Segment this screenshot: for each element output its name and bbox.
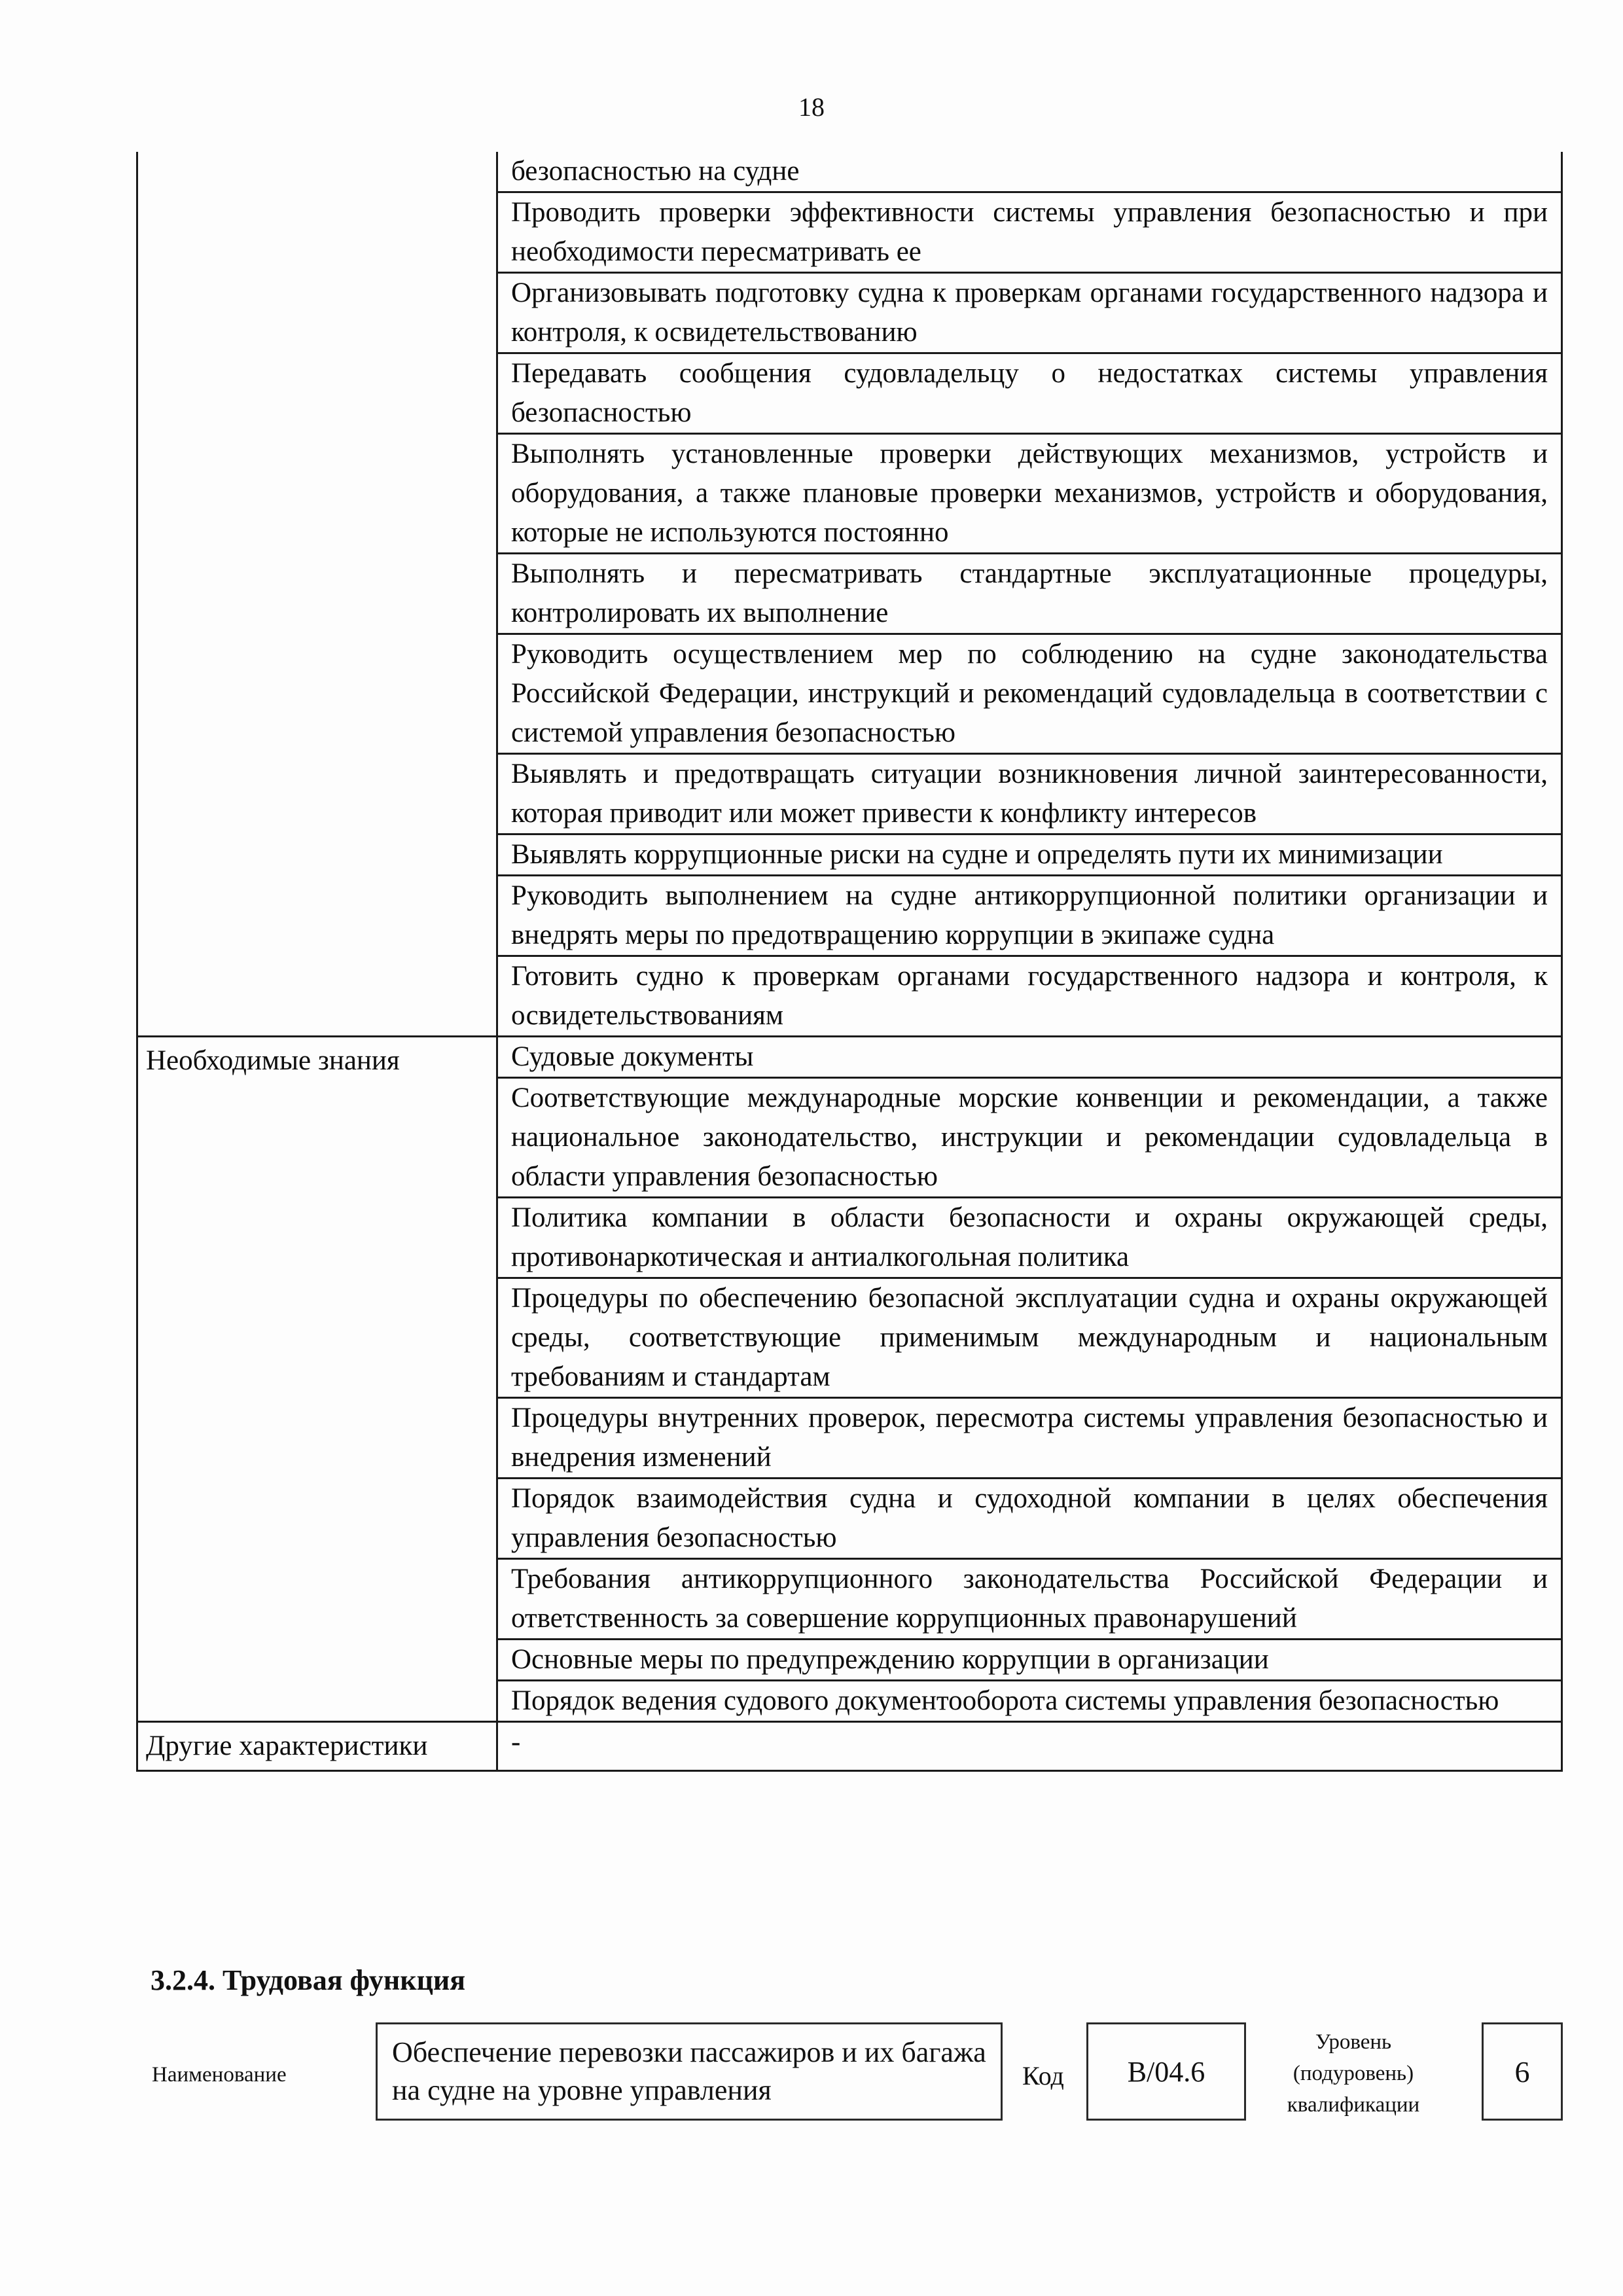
level-label-line: Уровень xyxy=(1315,2030,1392,2054)
knowledge-cell: Процедуры внутренних проверок, пересмотра системы управления безопасностью и внедрения изменений xyxy=(497,1398,1562,1479)
page-number: 18 xyxy=(798,92,825,122)
labor-function-header xyxy=(0,2022,1623,2134)
level-label-line: квалификации xyxy=(1287,2093,1420,2117)
table-row xyxy=(137,152,1562,192)
knowledge-cell: Требования антикоррупционного законодательства Российской Федерации и ответственность за совершение коррупционных правонарушений xyxy=(497,1559,1562,1640)
requirements-table xyxy=(136,152,1563,1772)
name-label: Наименование xyxy=(152,2063,287,2087)
other-label-cell: Другие характеристики xyxy=(137,1722,497,1771)
function-name-field: Обеспечение перевозки пассажиров и их багажа на судне на уровне управления xyxy=(376,2022,1003,2121)
qualification-level-field: 6 xyxy=(1482,2022,1563,2121)
skill-cell: Руководить выполнением на судне антикоррупционной политики организации и внедрять меры по предотвращению коррупции в экипаже судна xyxy=(497,876,1562,956)
code-label: Код xyxy=(1022,2061,1064,2090)
table-row xyxy=(137,1037,1562,1078)
skills-label-cell xyxy=(137,152,497,1037)
skill-cell: Готовить судно к проверкам органами государственного надзора и контроля, к освидетельствованиям xyxy=(497,956,1562,1037)
other-value-cell: - xyxy=(497,1722,1562,1771)
code-field: B/04.6 xyxy=(1086,2022,1246,2121)
skill-cell: Выполнять и пересматривать стандартные эксплуатационные процедуры, контролировать их выполнение xyxy=(497,554,1562,634)
skill-cell: Передавать сообщения судовладельцу о недостатках системы управления безопасностью xyxy=(497,353,1562,434)
knowledge-cell: Порядок ведения судового документооборота системы управления безопасностью xyxy=(497,1681,1562,1722)
qualification-level-label xyxy=(1255,2026,1452,2121)
knowledge-label-cell: Необходимые знания xyxy=(137,1037,497,1722)
knowledge-cell: Процедуры по обеспечению безопасной эксплуатации судна и охраны окружающей среды, соответствующие применимым международным и национальным требованиям и стандартам xyxy=(497,1278,1562,1398)
skill-cell: Выявлять коррупционные риски на судне и определять пути их минимизации xyxy=(497,834,1562,876)
skill-cell: Выполнять установленные проверки действующих механизмов, устройств и оборудования, а также плановые проверки механизмов, устройств и оборудования, которые не используются постоянно xyxy=(497,434,1562,554)
table-row xyxy=(137,1722,1562,1771)
knowledge-cell: Основные меры по предупреждению коррупции в организации xyxy=(497,1640,1562,1681)
skill-cell: Проводить проверки эффективности системы управления безопасностью и при необходимости пересматривать ее xyxy=(497,192,1562,273)
knowledge-cell: Судовые документы xyxy=(497,1037,1562,1078)
knowledge-cell: Порядок взаимодействия судна и судоходной компании в целях обеспечения управления безопасностью xyxy=(497,1479,1562,1559)
skill-cell: Организовывать подготовку судна к проверкам органами государственного надзора и контроля, к освидетельствованию xyxy=(497,273,1562,353)
skill-cell: Руководить осуществлением мер по соблюдению на судне законодательства Российской Федерации, инструкций и рекомендаций судовладельца в соответствии с системой управления безопасностью xyxy=(497,634,1562,754)
section-heading: 3.2.4. Трудовая функция xyxy=(151,1964,466,1996)
skill-cell: Выявлять и предотвращать ситуации возникновения личной заинтересованности, которая приводит или может привести к конфликту интересов xyxy=(497,754,1562,834)
level-label-line: (подуровень) xyxy=(1293,2062,1414,2085)
skill-cell: безопасностью на судне xyxy=(497,152,1562,192)
knowledge-cell: Соответствующие международные морские конвенции и рекомендации, а также национальное законодательство, инструкции и рекомендации судовладельца в области управления безопасностью xyxy=(497,1078,1562,1198)
knowledge-cell: Политика компании в области безопасности и охраны окружающей среды, противонаркотическая и антиалкогольная политика xyxy=(497,1198,1562,1278)
